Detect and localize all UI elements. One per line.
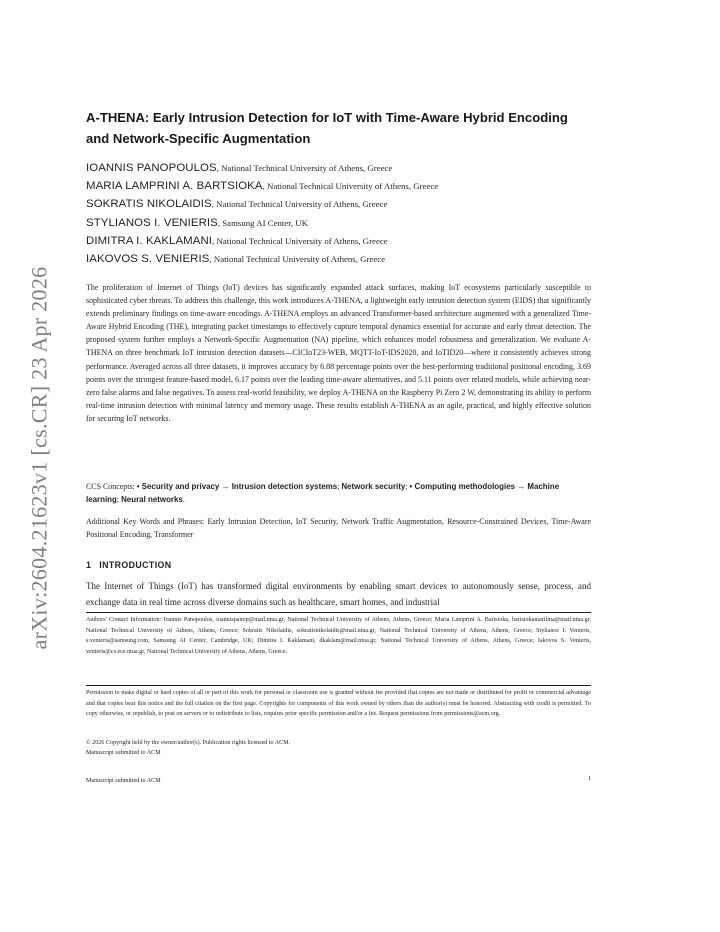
author-list: [86, 159, 591, 268]
submission-note: Manuscript submitted to ACM: [86, 750, 161, 756]
author-name: IAKOVOS S. VENIERIS: [86, 253, 210, 266]
footnote-divider: [86, 612, 591, 613]
arxiv-id: arXiv:2604.21623v1 [cs.CR] 23 Apr 2026: [26, 266, 51, 650]
author-affiliation: , National Technical University of Athens, Greece: [262, 181, 439, 192]
section-number: 1: [86, 560, 92, 570]
ccs-term: Network security: [341, 482, 406, 491]
ccs-separator: ;: [405, 482, 410, 491]
author-name: STYLIANOS I. VENIERIS: [86, 216, 218, 229]
author-name: IOANNIS PANOPOULOS: [86, 162, 217, 174]
author-affiliation: , National Technical University of Athens, Greece: [216, 163, 393, 173]
copyright-line: © 2026 Copyright held by the owner/author(s). Publication rights licensed to ACM.: [86, 740, 291, 746]
author-affiliation: , National Technical University of Athens, Greece: [209, 254, 386, 265]
paper-title: A-THENA: Early Intrusion Detection for IoT with Time-Aware Hybrid Encoding and Network-Specific Augmentation: [86, 110, 568, 146]
author-entry: [86, 195, 591, 213]
section-heading: [86, 560, 591, 570]
intro-paragraph: The Internet of Things (IoT) has transformed digital environments by enabling smart devices to autonomously sense, process, and exchange data in real time across diverse domains such as healthcare, smart homes, and industrial: [86, 581, 591, 607]
author-name: SOKRATIS NIKOLAIDIS: [86, 198, 212, 211]
permission-divider: [86, 685, 591, 686]
arxiv-watermark: [19, 268, 59, 648]
author-name: MARIA LAMPRINI A. BARTSIOKA: [86, 180, 263, 193]
ccs-separator: ;: [116, 495, 122, 505]
section-title: INTRODUCTION: [99, 560, 172, 570]
author-entry: [86, 177, 591, 195]
ccs-separator: ;: [337, 482, 342, 491]
ccs-concepts: [86, 480, 591, 506]
author-entry: [86, 159, 591, 177]
author-entry: [86, 250, 591, 268]
ccs-end: .: [182, 495, 185, 505]
author-contact-info: Authors' Contact Information: Ioannis Panopoulos, ioannispanop@mail.ntua.gr, National Technical University of Athens, Athens, Greece; Maria Lamprini A. Bartsioka, bartsiokamarilina@mail.ntua.gr, National Technical University of Athens, Athens, Greece; Sokratis Nikolaidis, sokratisnikolaidis@mail.ntua.gr, National Technical University of Athens, Athens, Greece; Stylianos I. Venieris, s.venieris@samsung.com, Samsung AI Center, Cambridge, UK; Dimitra I. Kaklamani, dkaklam@mail.ntua.gr, National Technical University of Athens, Athens, Greece; Iakovos S. Venieris, venieris@cs.ece.ntua.gr, National Technical University of Athens, Athens, Greece.: [86, 617, 591, 655]
ccs-label: CCS Concepts:: [86, 482, 137, 491]
author-entry: [86, 232, 591, 250]
author-entry: [86, 214, 591, 232]
abstract: The proliferation of Internet of Things (IoT) devices has significantly expanded attack surfaces, making IoT ecosystems particularly susceptible to sophisticated cyber threats. To address this challenge, this work introduces A-THENA, a lightweight early intrusion detection system (EIDS) that significantly extends preliminary findings on time-aware encodings. A-THENA employs an advanced Transformer-based architecture augmented with a generalized Time-Aware Hybrid Encoding (THE), integrating packet timestamps to effectively capture temporal dynamics essential for accurate and early threat detection. The proposed system further employs a Network-Specific Augmentation (NA) pipeline, which enhances model robustness and generalization. We evaluate A-THENA on three benchmark IoT intrusion detection datasets—CICIoT23-WEB, MQTT-IoT-IDS2020, and IoTID20—where it consistently achieves strong performance. Averaged across all three datasets, it improves accuracy by 6.88 percentage points over the best-performing traditional positional encoding, 3.69 points over the strongest feature-based model, 6.17 points over the leading time-aware alternatives, and 5.11 points over related models, while achieving near-zero false alarms and false negatives. To assess real-world feasibility, we deploy A-THENA on the Raspberry Pi Zero 2 W, demonstrating its ability to perform real-time intrusion detection with minimal latency and memory usage. These results establish A-THENA as an agile, practical, and highly effective solution for securing IoT networks.: [86, 283, 591, 423]
author-affiliation: , National Technical University of Athens, Greece: [212, 235, 388, 246]
ccs-term: • Security and privacy → Intrusion detection systems: [136, 482, 338, 491]
page-footer: Manuscript submitted to ACM: [86, 778, 161, 784]
keywords: Additional Key Words and Phrases: Early Intrusion Detection, IoT Security, Network Traffic Augmentation, Resource-Constrained Devices, Time-Aware Positional Encoding, Transformer: [86, 517, 591, 540]
permission-notice: Permission to make digital or hard copies of all or part of this work for personal or classroom use is granted without fee provided that copies are not made or distributed for profit or commercial advantage and that copies bear this notice and the full citation on the first page. Copyrights for components of this work owned by others than the author(s) must be honored. Abstracting with credit is permitted. To copy otherwise, or republish, to post on servers or to redistribute to lists, requires prior specific permission and/or a fee. Request permissions from permissions@acm.org.: [86, 690, 591, 718]
author-affiliation: , National Technical University of Athens, Greece: [211, 199, 388, 210]
ccs-term: • Computing methodologies → Machine learning: [86, 482, 560, 505]
author-affiliation: , Samsung AI Center, UK: [217, 217, 308, 228]
ccs-term: Neural networks: [121, 495, 183, 505]
page-number: 1: [587, 776, 591, 782]
author-name: DIMITRA I. KAKLAMANI: [86, 234, 213, 247]
